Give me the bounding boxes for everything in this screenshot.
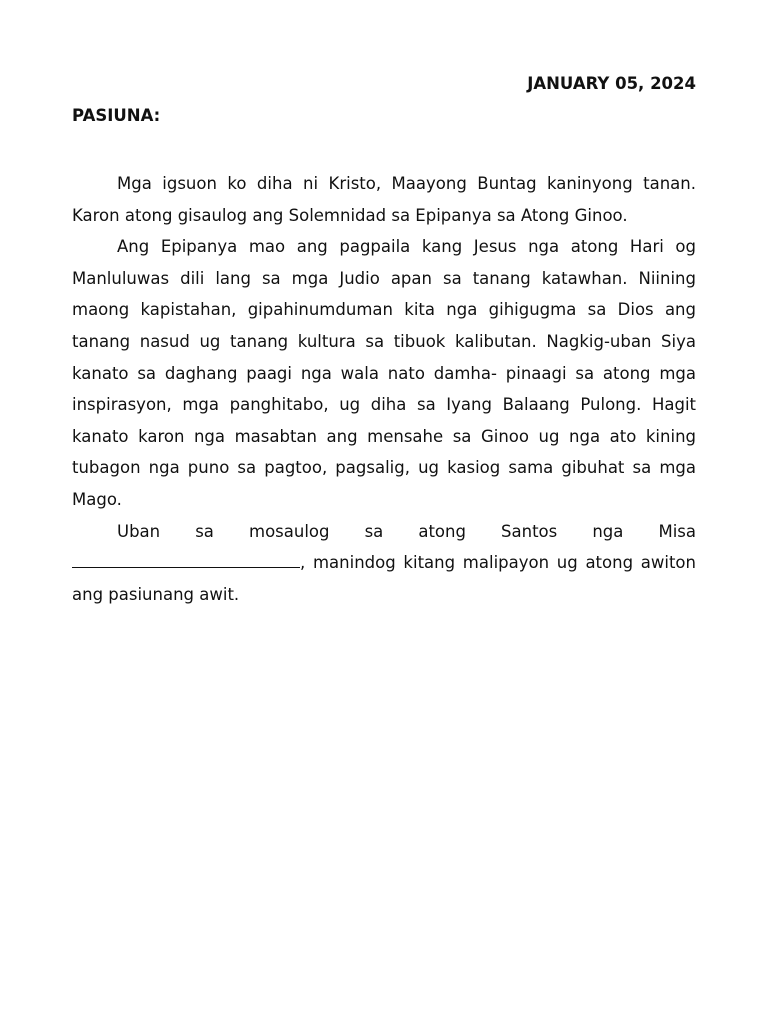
paragraph-greeting: Mga igsuon ko diha ni Kristo, Maayong Buntag kaninyong tanan. Karon atong gisaulog ang Solemnidad sa Epipanya sa Atong Ginoo.	[72, 174, 696, 225]
document-body	[72, 168, 696, 610]
document-page	[72, 70, 696, 610]
section-heading: PASIUNA:	[72, 106, 161, 125]
document-date: JANUARY 05, 2024	[527, 74, 696, 93]
closing-text-end: , manindog kitang malipayon ug atong awiton ang pasiunang awit.	[72, 553, 696, 604]
fill-in-blank-line	[72, 551, 300, 568]
closing-text-start: Uban sa mosaulog sa atong Santos nga Misa	[117, 521, 696, 541]
paragraph-epiphany: Ang Epipanya mao ang pagpaila kang Jesus nga atong Hari og Manluluwas dili lang sa mga Judio apan sa tanang katawhan. Niining maong kapistahan, gipahinumduman kita nga gihigugma sa Dios ang tanang nasud ug tanang kultura sa tibuok kalibutan. Nagkig-uban Siya kanato sa daghang paagi nga wala nato damha- pinaagi sa atong mga inspirasyon, mga panghitabo, ug diha sa Iyang Balaang Pulong. Hagit kanato karon nga masabtan ang mensahe sa Ginoo ug nga ato kining tubagon nga puno sa pagtoo, pagsalig, ug kasiog sama gibuhat sa mga Mago.	[72, 237, 696, 509]
paragraph-closing	[72, 516, 696, 611]
